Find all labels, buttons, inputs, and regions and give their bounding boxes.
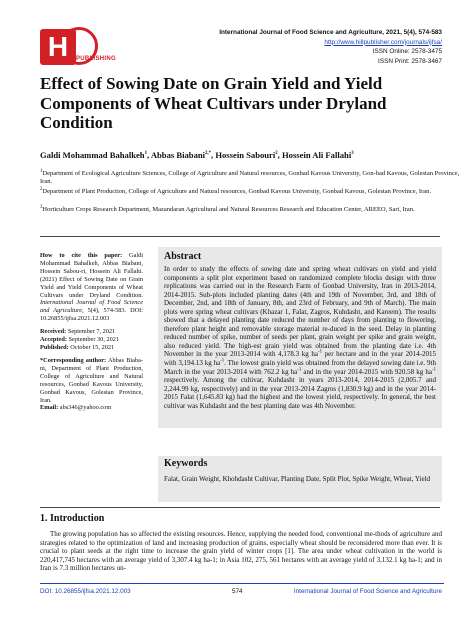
journal-url-link[interactable]: http://www.hillpublisher.com/journals/ijfsa/ bbox=[324, 38, 442, 46]
author-name: Hossein Sabouri bbox=[215, 150, 276, 160]
author-sup: 1 bbox=[144, 151, 147, 157]
affiliation bbox=[40, 188, 460, 196]
published-label: Published: bbox=[40, 343, 69, 351]
title-line: Components of Wheat Cultivars under Dryland bbox=[40, 93, 387, 113]
received-date: September 7, 2021 bbox=[67, 328, 116, 335]
publisher-logo-name: PUBLISHING bbox=[76, 56, 117, 62]
title-line: Effect of Sowing Date on Grain Yield and Yield bbox=[40, 74, 383, 93]
author-name: Abbas Biabani bbox=[150, 150, 206, 160]
keywords-heading: Keywords bbox=[164, 458, 208, 469]
section-heading: 1. Introduction bbox=[40, 513, 105, 524]
affiliation bbox=[40, 206, 460, 214]
abstract-heading: Abstract bbox=[164, 251, 202, 262]
paper-title bbox=[40, 74, 440, 133]
corr-label: *Corresponding author: bbox=[40, 357, 107, 364]
abstract-text: In order to study the effects of sowing date and spring wheat cultivars on yield and yield components a split plot experiment based on randomized complete blocks design with three replications was carried out in the Research Farm of Gonbad University, Iran in 2013-2014, 2014-2015. Sub-plots included planting dates (4th and 19th of November, 3rd, and 18th of December, 2nd, and 18th of January, 8th, and 23rd of February, and 9th of March). The main plots were spring wheat cultivars (Khazar 1, Falat, Zagros, Kuhdasht, and Kareem). The results showed that a delayed planting date reduced the number of days from planting to flowering, therefore plant height and removable storage material re-duced in the seed. Delay in planting reduced number of spike, number of seeds per plant, grain weight per spike and grain weight, also reduced yield. The high-est grain yield was obtained from the planting date i.e. 4th November in the year 2013-2014 with 4,178.3 kg $ha^{-1}$ per hectare and in the year 2014-2015 with 3,194.13 kg $ha^{-1}$. The lowest grain yield was obtained from the delayed sowing date i.e. 9th March in the year 2013-2014 with 762.2 kg $ha^{-1}$ and in the year 2014-2015 with 920.58 kg $ha^{-1}$ respectively. Among the cultivar, Kuhdasht in years 2013-2014, 2014-2015 (2,005.7 and 2,244.99 kg, respectively) and in the year 2013-2014 Zagros (1,830.9 kg) and in the year 2014-2015 Falat (1,645.83 kg) had the highest and the lowest yield, respectively. In general, the best cultivar was Kuhdasht and the best planting date was 4th November. bbox=[164, 265, 436, 410]
published-date: October 15, 2021 bbox=[70, 343, 115, 351]
footer-divider bbox=[40, 583, 444, 584]
affiliation-number: 2 bbox=[40, 186, 43, 192]
affiliation-text: Department of Ecological Agriculture Sciences, College of Agriculture and Natural resources, Gonbad Kavous University, Gon-bad Kavous, Golestan Province, Iran. bbox=[40, 170, 460, 186]
author-sup: 3 bbox=[351, 151, 354, 157]
email-address[interactable]: abs346@yahoo.com bbox=[59, 404, 112, 412]
cite-label: How to cite this paper: bbox=[40, 252, 123, 259]
affiliation-text: Department of Plant Production, College of Agriculture and Natural resources, Gonbad Kavous University, Gonbad Kavous, Golestan Province, Iran. bbox=[42, 188, 431, 195]
title-line: Condition bbox=[40, 113, 113, 132]
affiliation bbox=[40, 170, 460, 187]
divider bbox=[40, 236, 440, 237]
journal-header bbox=[219, 28, 442, 66]
received-label: Received: bbox=[40, 328, 67, 335]
keywords-text: Falat, Grain Weight, Khohdasht Cultivar, Planting Date, Split Plot, Spike Weight, Wheat, Yield bbox=[164, 475, 431, 483]
affiliation-number: 1 bbox=[40, 168, 43, 174]
cite-volume: , 5(4), 574-583. bbox=[82, 307, 127, 315]
dates-block bbox=[40, 328, 143, 352]
cite-doi: DOI: 10.26855/ijfsa.2021.12.003 bbox=[40, 307, 144, 323]
footer-doi: DOI: 10.26855/ijfsa.2021.12.003 bbox=[40, 588, 131, 595]
author-sup: 2 bbox=[275, 151, 278, 157]
corr-text: Abbas Biaba-ni, Department of Plant Production, College of Agriculture and Natural resources, Gonbad Kavous University, Gonbad Kavous, Golestan Province, Iran. bbox=[40, 357, 143, 404]
page-number: 574 bbox=[232, 588, 243, 595]
email-label: Email: bbox=[40, 404, 59, 412]
author-sup: 2,* bbox=[205, 151, 212, 157]
issn-print: ISSN Print: 2578-3467 bbox=[378, 57, 442, 65]
author-name: Hossein Ali Fallahi bbox=[281, 150, 352, 160]
divider bbox=[40, 507, 440, 508]
publisher-logo: H bbox=[40, 29, 76, 65]
footer-journal: International Journal of Food Science and Agriculture bbox=[293, 588, 442, 595]
corresponding-block bbox=[40, 357, 143, 412]
journal-citation: International Journal of Food Science and Agriculture, 2021, 5(4), 574-583 bbox=[219, 29, 442, 36]
issn-online: ISSN Online: 2578-3475 bbox=[372, 48, 442, 56]
citation-block bbox=[40, 252, 143, 323]
accepted-date: September 30, 2021 bbox=[68, 335, 120, 343]
affiliation-number: 3 bbox=[40, 204, 43, 210]
accepted-label: Accepted: bbox=[40, 335, 67, 343]
cite-journal: International Journal of Food Science and Agriculture bbox=[40, 299, 143, 315]
affiliation-text: Horticulture Crops Research Department, Mazandaran Agricultural and Natural Resources Research and Education Center, AREEO, Sari, Iran. bbox=[42, 206, 415, 213]
cite-text: Galdi Mohammad Bahalkeh, Abbas Biabani, Hossein Sabou-ri, Hossein Ali Fallahi. (2021) Effect of Sowing Date on Grain Yield and Yield Components of Wheat Cultivars under Dryland Condition. bbox=[40, 252, 144, 299]
intro-text: The growing population has so affected the existing resources. Hence, supplying the needed food, conventional me-thods of agriculture and strategies related to the optimization of land and increasing production of grains, especially wheat should be reconsidered more than ever. It is crucial to plant seeds at the right time to increase the grain yield of winter crops [1]. The area under wheat cultivation in the world is 220,417,745 hectares with an average yield of 3,307.4 kg ha-1; in Asia 102, 275, 561 hectares with an average yield of 3,132.1 kg ha-1; and in Iran is 7.3 million hectares un- bbox=[40, 530, 442, 573]
author-name: Galdi Mohammad Bahalkeh bbox=[40, 150, 145, 160]
author-list: Galdi Mohammad Bahalkeh$^1$, Abbas Biabani$^{2,*}$, Hossein Sabouri$^2$, Hossein Ali Fallahi$^3$ bbox=[40, 150, 354, 160]
